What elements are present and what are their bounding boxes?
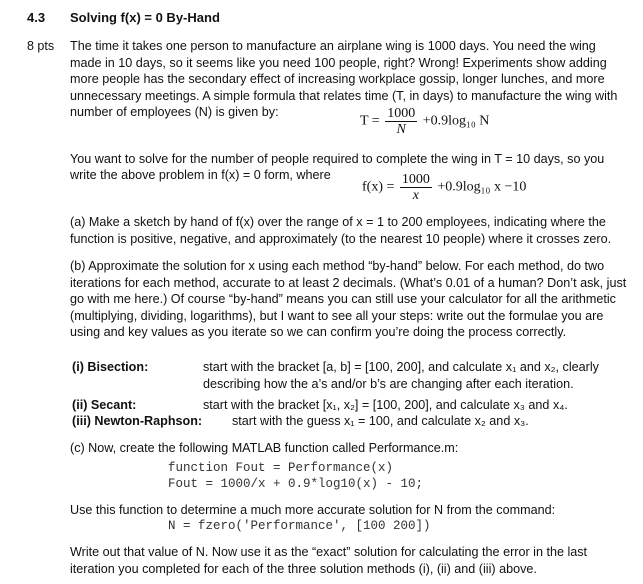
- equation-time: [360, 106, 489, 137]
- equation-fx: [362, 172, 526, 203]
- equation-time-fraction: [385, 106, 417, 137]
- part-c-intro: (c) Now, create the following MATLAB function called Performance.m:: [70, 441, 459, 455]
- part-a-text: (a) Make a sketch by hand of f(x) over the range of x = 1 to 200 employees, indicating where the function is positive, negative, and approximately (to the nearest 10 people) where it crosses zero.: [70, 215, 612, 246]
- code-line-2: Fout = 1000/x + 0.9*log10(x) - 10;: [168, 477, 424, 491]
- code-line-3: N = fzero('Performance', [100 200]): [168, 519, 431, 533]
- problem-title: Solving f(x) = 0 By-Hand: [70, 10, 220, 25]
- part-c-command-text: Use this function to determine a much more accurate solution for N from the command:: [70, 503, 556, 517]
- setup-line-2: write the above problem in f(x) = 0 form, where: [70, 168, 331, 182]
- problem-points: 8 pts: [27, 39, 55, 53]
- equation-time-rest: +0.9log₁₀ N: [422, 113, 490, 129]
- equation-time-lhs: T =: [360, 113, 380, 129]
- equation-fx-denominator: x: [412, 188, 419, 203]
- equation-time-numerator: 1000: [387, 106, 416, 121]
- newton-label: (iii) Newton-Raphson:: [72, 414, 203, 428]
- code-line-1: function Fout = Performance(x): [168, 461, 394, 475]
- bisection-text: start with the bracket [a, b] = [100, 200], and calculate x₁ and x₂, clearly describing how the a’s and/or b’s are changing after each iteration.: [203, 360, 599, 391]
- part-b-text: (b) Approximate the solution for x using each method “by-hand” below. For each method, do two iterations for each method, accurate to at least 2 decimals. (What’s 0.01 of a human? Don’t ask, just go with me here.) Of course “by-hand” means you can still use your calculator for all the arithmetic (multiplying, dividing, logarithms), but I want to see all your steps: write out the formulae you are using and key values as you iterate so we can confirm you’re doing the process correctly.: [70, 259, 627, 339]
- newton-text: start with the guess x₁ = 100, and calculate x₂ and x₃.: [232, 414, 529, 428]
- part-c-final: Write out that value of N. Now use it as the “exact” solution for calculating the error in the last iteration you completed for each of the three solution methods (i), (ii) and (iii) above.: [70, 545, 588, 576]
- equation-fx-rest: +0.9log₁₀ x −10: [437, 179, 527, 195]
- equation-fx-fraction: [400, 172, 432, 203]
- secant-label: (ii) Secant:: [72, 398, 137, 412]
- intro-paragraph: The time it takes one person to manufacture an airplane wing is 1000 days. You need the wing made in 10 days, so it seems like you need 100 people, right? Wrong! Experiments show adding more people has the secondary effect of increasing workplace gossip, longer lunches, and more unnecessary meetings. A simple formula that relates time (T, in days) to manufacture the wing with number of employees (N) is given by:: [70, 39, 618, 119]
- problem-number: 4.3: [27, 10, 46, 25]
- setup-line-1: You want to solve for the number of people required to complete the wing in T = 10 days, so you: [70, 152, 605, 166]
- equation-fx-lhs: f(x) =: [362, 179, 395, 195]
- equation-fx-numerator: 1000: [401, 172, 430, 187]
- secant-text: start with the bracket [x₁, x₂] = [100, 200], and calculate x₃ and x₄.: [203, 398, 568, 412]
- bisection-label: (i) Bisection:: [72, 360, 149, 374]
- equation-time-denominator: N: [396, 122, 406, 137]
